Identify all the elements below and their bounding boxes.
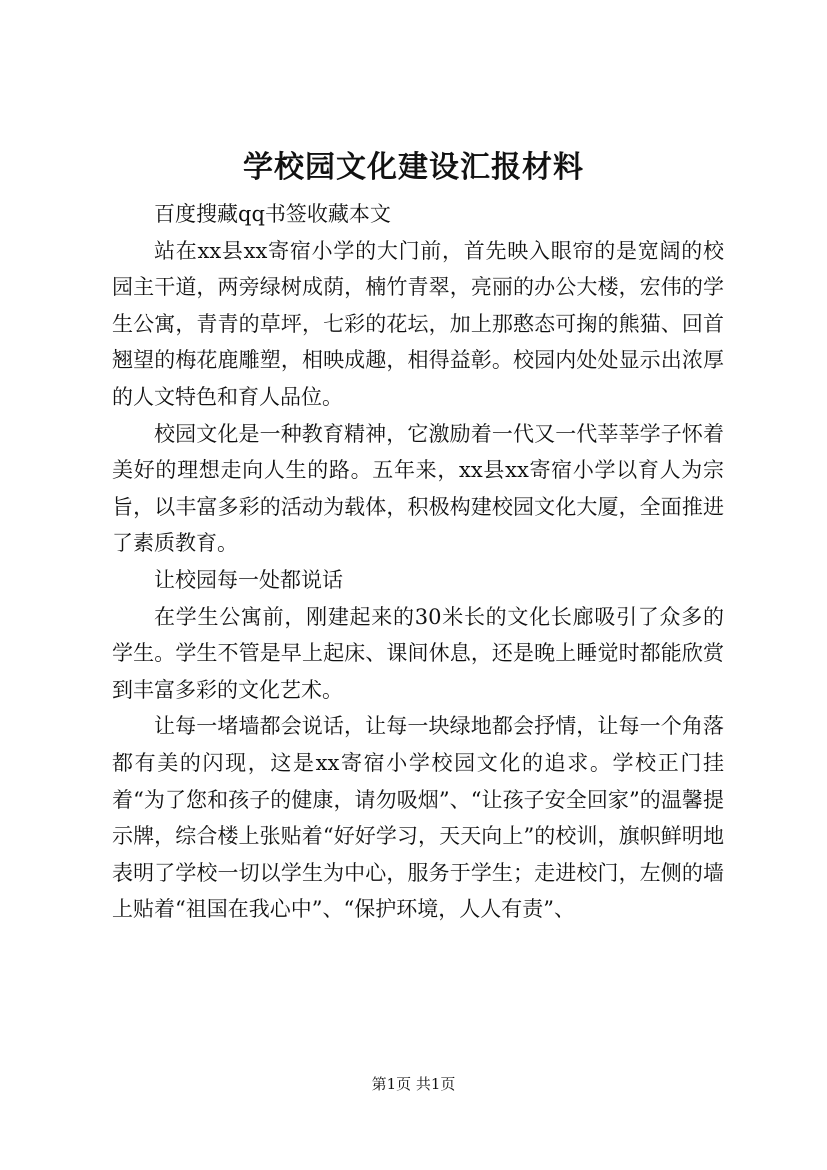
paragraph-walls-speak: 让每一堵墙都会说话，让每一块绿地都会抒情，让每一个角落都有美的闪现，这是xx寄宿小学校园文化的追求。学校正门挂着“为了您和孩子的健康，请勿吸烟”、“让孩子安全回家”的温馨提示牌，综合楼上张贴着“好好学习，天天向上”的校训，旗帜鲜明地表明了学校一切以学生为中心，服务于学生；走进校门，左侧的墙上贴着“祖国在我心中”、“保护环境，人人有责”、 [112,714,724,922]
document-title: 学校园文化建设汇报材料 [243,150,584,185]
page-footer: 第1页 共1页 [371,1075,456,1093]
paragraph-bookmark-note: 百度搜藏qq书签收藏本文 [154,202,391,226]
paragraph-culture-corridor: 在学生公寓前，刚建起来的30米长的文化长廊吸引了众多的学生。学生不管是早上起床、课间休息，还是晚上睡觉时都能欣赏到丰富多彩的文化艺术。 [112,604,724,702]
paragraph-school-gate: 站在xx县xx寄宿小学的大门前，首先映入眼帘的是宽阔的校园主干道，两旁绿树成荫，楠竹青翠，亮丽的办公大楼，宏伟的学生公寓，青青的草坪，七彩的花坛，加上那憨态可掬的熊猫、回首翘望的梅花鹿雕塑，相映成趣，相得益彰。校园内处处显示出浓厚的人文特色和育人品位。 [112,238,724,409]
document-body [112,196,724,928]
paragraph-campus-culture: 校园文化是一种教育精神，它激励着一代又一代莘莘学子怀着美好的理想走向人生的路。五年来，xx县xx寄宿小学以育人为宗旨，以丰富多彩的活动为载体，积极构建校园文化大厦，全面推进了素质教育。 [112,421,724,556]
section-heading: 让校园每一处都说话 [154,567,343,592]
